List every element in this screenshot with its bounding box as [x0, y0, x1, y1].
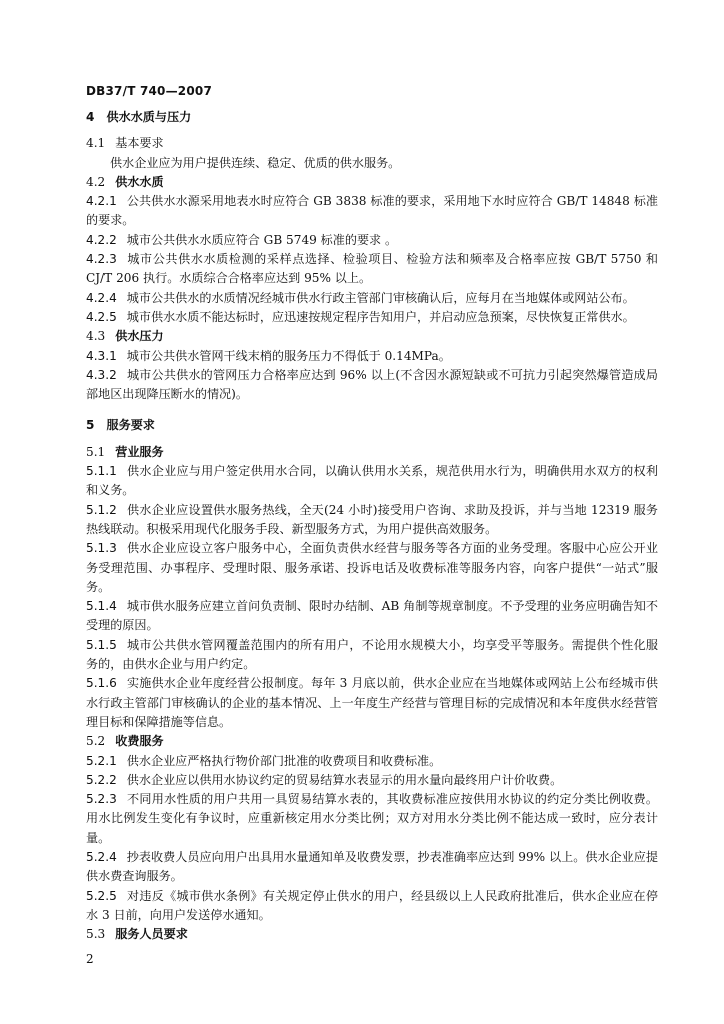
clause-text: 不同用水性质的用户共用一具贸易结算水表的，其收费标准应按供用水协议的约定分类比例收费。用水比例发生变化有争议时，应重新核定用水分类比例；双方对用水分类比例不能达成一致时，应分表计量。 [86, 792, 658, 845]
clause-text: 供水企业应设立客户服务中心，全面负责供水经营与服务等各方面的业务受理。客服中心应公开业务受理范围、办事程序、受理时限、服务承诺、投诉电话及收费标准等服务内容，向客户提供“一站式”服务。 [86, 541, 658, 594]
section-title: 基本要求 [115, 136, 164, 151]
clause-5-1-1 [86, 462, 658, 501]
section-4-1-body: 供水企业应为用户提供连续、稳定、优质的供水服务。 [110, 155, 401, 170]
clause-text: 城市公共供水的管网压力合格率应达到 96% 以上(不含因水源短缺或不可抗力引起突然爆管造成局部地区出现降压断水的情况)。 [86, 367, 658, 402]
section-4-2-heading [86, 173, 658, 192]
clause-num: 4.3.2 [86, 367, 117, 382]
clause-num: 5.2.4 [86, 849, 117, 864]
clause-num: 5.1.5 [86, 637, 117, 652]
clause-num: 5.1.1 [86, 464, 117, 479]
clause-text: 供水企业应设置供水服务热线，全天(24 小时)接受用户咨询、求助及投诉，并与当地 12319 服务热线联动。积极采用现代化服务手段、新型服务方式，为用户提供高效服务。 [86, 502, 658, 536]
clause-num: 4.3.1 [86, 348, 117, 363]
clause-num: 5.2.2 [86, 772, 117, 787]
clause-5-1-6 [86, 674, 658, 732]
clause-5-2-4 [86, 848, 658, 887]
section-4-1-heading [86, 134, 658, 153]
section-5-3-heading [86, 925, 658, 944]
section-num: 4.3 [86, 329, 106, 344]
clause-4-2-5 [86, 308, 658, 327]
page-number: 2 [86, 952, 94, 966]
clause-5-1-3 [86, 539, 658, 597]
clause-text: 公共供水水源采用地表水时应符合 GB 3838 标准的要求，采用地下水时应符合 GB/T 14848 标准的要求。 [86, 194, 658, 228]
clause-num: 5.2.5 [86, 888, 117, 903]
clause-4-2-4 [86, 289, 658, 308]
clause-5-2-5 [86, 887, 658, 926]
section-title: 收费服务 [115, 734, 164, 749]
section-num: 5.2 [86, 734, 106, 749]
clause-num: 4.2.4 [86, 290, 117, 305]
clause-num: 5.2.3 [86, 792, 117, 807]
clause-text: 城市供水服务应建立首问负责制、限时办结制、AB 角制等规章制度。不予受理的业务应明确告知不受理的原因。 [86, 599, 658, 633]
section-title: 供水水质 [115, 174, 164, 189]
clause-num: 4.2.1 [86, 194, 117, 209]
clause-text: 供水企业应与用户签定供用水合同，以确认供用水关系，规范供用水行为，明确供用水双方的权利和义务。 [86, 464, 658, 498]
clause-4-2-1 [86, 192, 658, 231]
section-title: 服务人员要求 [115, 927, 188, 942]
clause-4-2-2 [86, 231, 658, 250]
clause-num: 4.2.3 [86, 252, 117, 267]
clause-text: 供水企业应严格执行物价部门批准的收费项目和收费标准。 [126, 753, 442, 768]
clause-num: 5.1.4 [86, 599, 117, 614]
clause-text: 城市公共供水水质应符合 GB 5749 标准的要求 。 [126, 232, 398, 247]
section-num: 4.1 [86, 136, 106, 151]
section-num: 5.3 [86, 927, 106, 942]
clause-5-2-3 [86, 790, 658, 848]
clause-text: 供水企业应以供用水协议约定的贸易结算水表显示的用水量向最终用户计价收费。 [126, 772, 563, 787]
clause-text: 抄表收费人员应向用户出具用水量通知单及收费发票，抄表准确率应达到 99% 以上。供水企业应提供水费查询服务。 [86, 849, 658, 884]
clause-5-1-4 [86, 597, 658, 636]
clause-4-2-3 [86, 250, 658, 289]
section-title: 供水压力 [115, 329, 164, 344]
section-4-3-heading [86, 327, 658, 346]
clause-text: 实施供水企业年度经营公报制度。每年 3 月底以前，供水企业应在当地媒体或网站上公布经城市供水行政主管部门审核确认的企业的基本情况、上一年度生产经营与管理目标的完成情况和本年度供水经营管理目标和保障措施等信息。 [86, 676, 658, 729]
chapter-4-title: 4 供水水质与压力 [86, 110, 192, 124]
clause-5-2-1 [86, 752, 658, 771]
clause-4-3-2 [86, 366, 658, 405]
section-num: 5.1 [86, 444, 106, 459]
clause-num: 5.1.2 [86, 502, 117, 517]
clause-text: 城市公共供水管网覆盖范围内的所有用户，不论用水规模大小，均享受平等服务。需提供个性化服务的，由供水企业与用户约定。 [86, 637, 658, 672]
document-body [86, 108, 658, 944]
clause-5-2-2 [86, 771, 658, 790]
section-num: 4.2 [86, 174, 106, 189]
clause-num: 4.2.5 [86, 309, 117, 324]
section-5-2-heading [86, 732, 658, 751]
clause-5-1-5 [86, 636, 658, 675]
clause-text: 城市公共供水水质检测的采样点选择、检验项目、检验方法和频率及合格率应按 GB/T 5750 和 CJ/T 206 执行。水质综合合格率应达到 95% 以上。 [86, 252, 658, 286]
section-5-1-heading [86, 443, 658, 462]
clause-5-1-2 [86, 501, 658, 540]
clause-text: 城市公共供水管网干线末梢的服务压力不得低于 0.14MPa。 [126, 348, 451, 363]
clause-num: 5.1.3 [86, 541, 117, 556]
section-title: 营业服务 [115, 444, 164, 459]
chapter-5-title: 5 服务要求 [86, 418, 155, 433]
doc-code-header: DB37/T 740—2007 [86, 84, 212, 98]
clause-text: 城市公共供水的水质情况经城市供水行政主管部门审核确认后，应每月在当地媒体或网站公布。 [126, 290, 635, 305]
clause-num: 5.2.1 [86, 753, 117, 768]
clause-num: 4.2.2 [86, 232, 117, 247]
clause-text: 城市供水水质不能达标时，应迅速按规定程序告知用户，并启动应急预案，尽快恢复正常供水。 [126, 309, 635, 324]
clause-4-3-1 [86, 347, 658, 366]
clause-num: 5.1.6 [86, 676, 117, 691]
clause-text: 对违反《城市供水条例》有关规定停止供水的用户，经县级以上人民政府批准后，供水企业应在停水 3 日前，向用户发送停水通知。 [86, 888, 658, 922]
